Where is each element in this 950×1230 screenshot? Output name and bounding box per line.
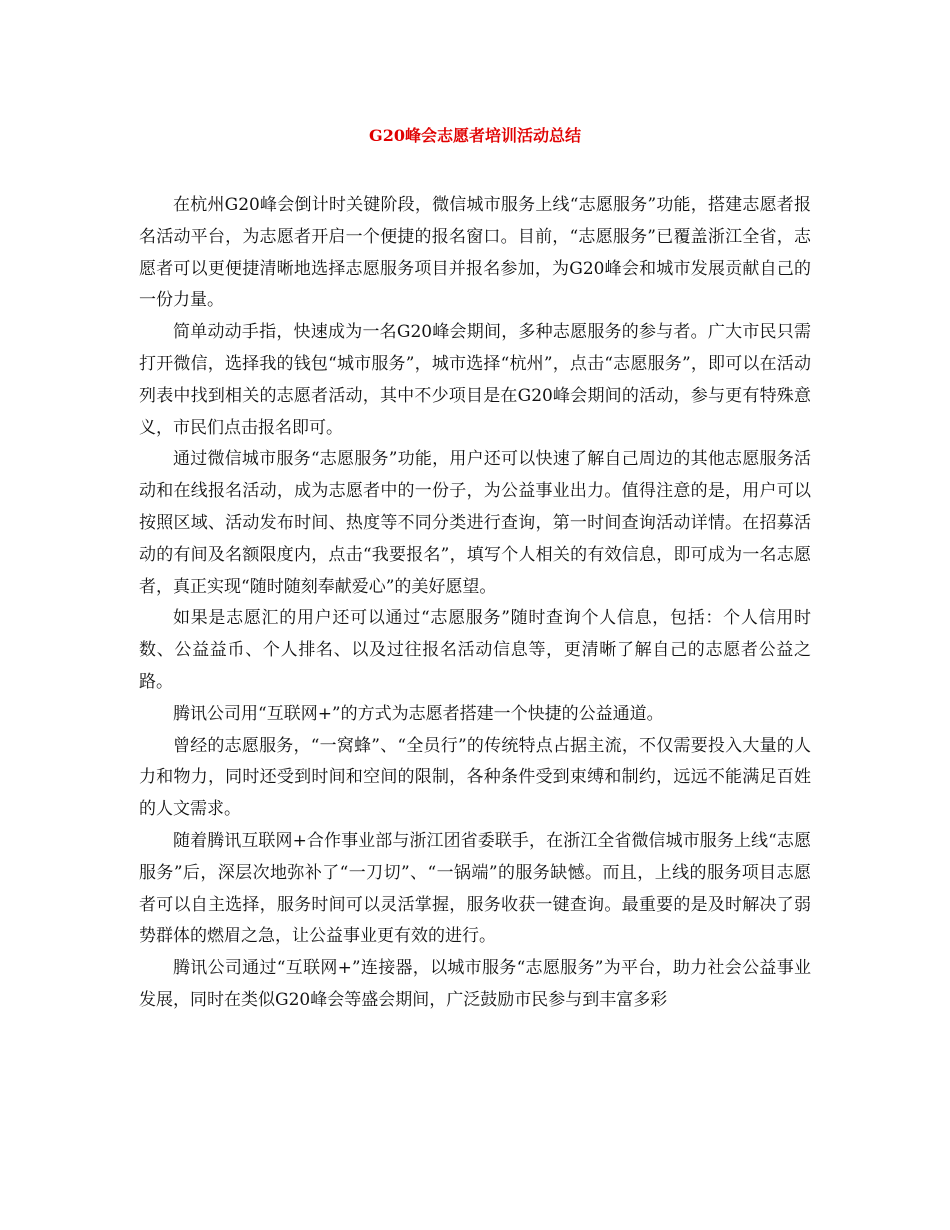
paragraph-8: 腾讯公司通过“互联网+”连接器，以城市服务“志愿服务”为平台，助力社会公益事业发展，同时在类似G20峰会等盛会期间，广泛鼓励市民参与到丰富多彩 — [139, 958, 811, 1010]
paragraph-1: 在杭州G20峰会倒计时关键阶段，微信城市服务上线“志愿服务”功能，搭建志愿者报名活动平台，为志愿者开启一个便捷的报名窗口。目前，“志愿服务”已覆盖浙江全省，志愿者可以更便捷清晰地选择志愿服务项目并报名参加，为G20峰会和城市发展贡献自己的一份力量。 — [139, 195, 811, 311]
paragraph-2: 简单动动手指，快速成为一名G20峰会期间，多种志愿服务的参与者。广大市民只需打开微信，选择我的钱包“城市服务”，城市选择“杭州”，点击“志愿服务”，即可以在活动列表中找到相关的志愿者活动，其中不少项目是在G20峰会期间的活动，参与更有特殊意义，市民们点击报名即可。 — [139, 322, 811, 438]
paragraph-4: 如果是志愿汇的用户还可以通过“志愿服务”随时查询个人信息，包括：个人信用时数、公益益币、个人排名、以及过往报名活动信息等，更清晰了解自己的志愿者公益之路。 — [139, 608, 811, 692]
paragraph-3: 通过微信城市服务“志愿服务”功能，用户还可以快速了解自己周边的其他志愿服务活动和在线报名活动，成为志愿者中的一份子，为公益事业出力。值得注意的是，用户可以按照区域、活动发布时间、热度等不同分类进行查询，第一时间查询活动详情。在招募活动的有间及名额限度内，点击“我要报名”，填写个人相关的有效信息，即可成为一名志愿者，真正实现“随时随刻奉献爱心”的美好愿望。 — [139, 449, 811, 597]
paragraph-6: 曾经的志愿服务，“一窝蜂”、“全员行”的传统特点占据主流，不仅需要投入大量的人力和物力，同时还受到时间和空间的限制，各种条件受到束缚和制约，远远不能满足百姓的人文需求。 — [139, 735, 811, 820]
document-title: G20峰会志愿者培训活动总结 — [369, 126, 581, 145]
paragraph-7: 随着腾讯互联网+合作事业部与浙江团省委联手，在浙江全省微信城市服务上线“志愿服务”后，深层次地弥补了“一刀切”、“一锅端”的服务缺憾。而且，上线的服务项目志愿者可以自主选择，服务时间可以灵活掌握，服务收获一键查询。最重要的是及时解决了弱势群体的燃眉之急，让公益事业更有效的进行。 — [139, 830, 811, 947]
document-body — [139, 190, 811, 1017]
paragraph-5: 腾讯公司用“互联网+”的方式为志愿者搭建一个快捷的公益通道。 — [173, 703, 664, 724]
